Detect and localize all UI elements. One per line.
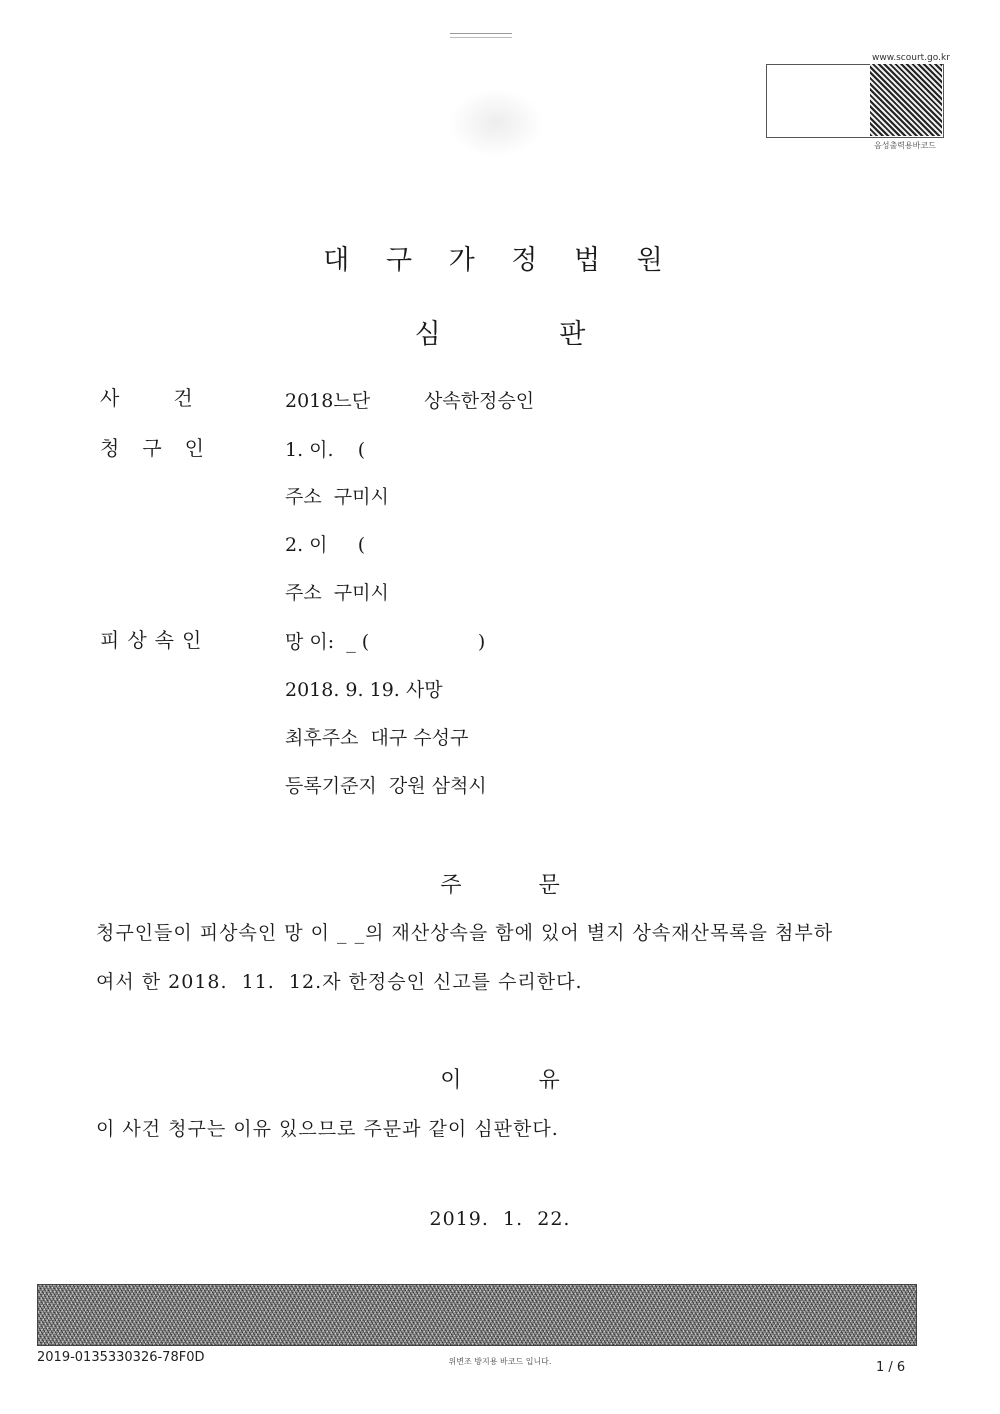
- document-title: 심 판: [414, 319, 586, 350]
- court-seal-watermark: [448, 88, 544, 158]
- barcode-caption: 음성출력용바코드: [874, 141, 936, 150]
- decision-date: 2019. 1. 22.: [429, 1208, 571, 1230]
- claimant-2: 2. 이 (: [285, 534, 366, 556]
- court-name: 대 구 가 정 법 원: [323, 245, 677, 276]
- page-number: 1 / 6: [876, 1360, 906, 1375]
- case-label: 사건: [100, 386, 247, 410]
- decedent-name: 망 이: _ ( ): [285, 631, 486, 653]
- order-text-line1: 청구인들이 피상속인 망 이 _ _의 재산상속을 함에 있어 별지 상속재산목록을 첨부하: [96, 922, 834, 944]
- claimant-2-address: 주소 구미시: [285, 582, 389, 604]
- site-url: www.scourt.go.kr: [872, 53, 950, 63]
- case-number: 2018느단: [285, 390, 371, 412]
- claimant-label: 청구인: [100, 436, 227, 460]
- reason-text: 이 사건 청구는 이유 있으므로 주문과 같이 심판한다.: [96, 1118, 559, 1140]
- decedent-registry: 등록기준지 강원 삼척시: [285, 775, 487, 797]
- order-heading: 주 문: [440, 873, 560, 898]
- scan-mark: [450, 33, 512, 38]
- barcode-strip-caption: 위변조 방지용 바코드 입니다.: [448, 1357, 552, 1366]
- claimant-1-address: 주소 구미시: [285, 486, 389, 508]
- decedent-label: 피상속인: [100, 628, 210, 652]
- anti-forgery-barcode-icon: [37, 1284, 917, 1346]
- order-text-line2: 여서 한 2018. 11. 12.자 한정승인 신고를 수리한다.: [96, 971, 583, 993]
- reason-heading: 이 유: [440, 1068, 560, 1093]
- case-name: 상속한정승인: [424, 390, 535, 412]
- document-code: 2019-0135330326-78F0D: [37, 1350, 205, 1365]
- decedent-death: 2018. 9. 19. 사망: [285, 679, 443, 701]
- decedent-last-address: 최후주소 대구 수성구: [285, 727, 469, 749]
- voice-barcode-icon: [870, 64, 942, 136]
- claimant-1: 1. 이. (: [285, 439, 366, 461]
